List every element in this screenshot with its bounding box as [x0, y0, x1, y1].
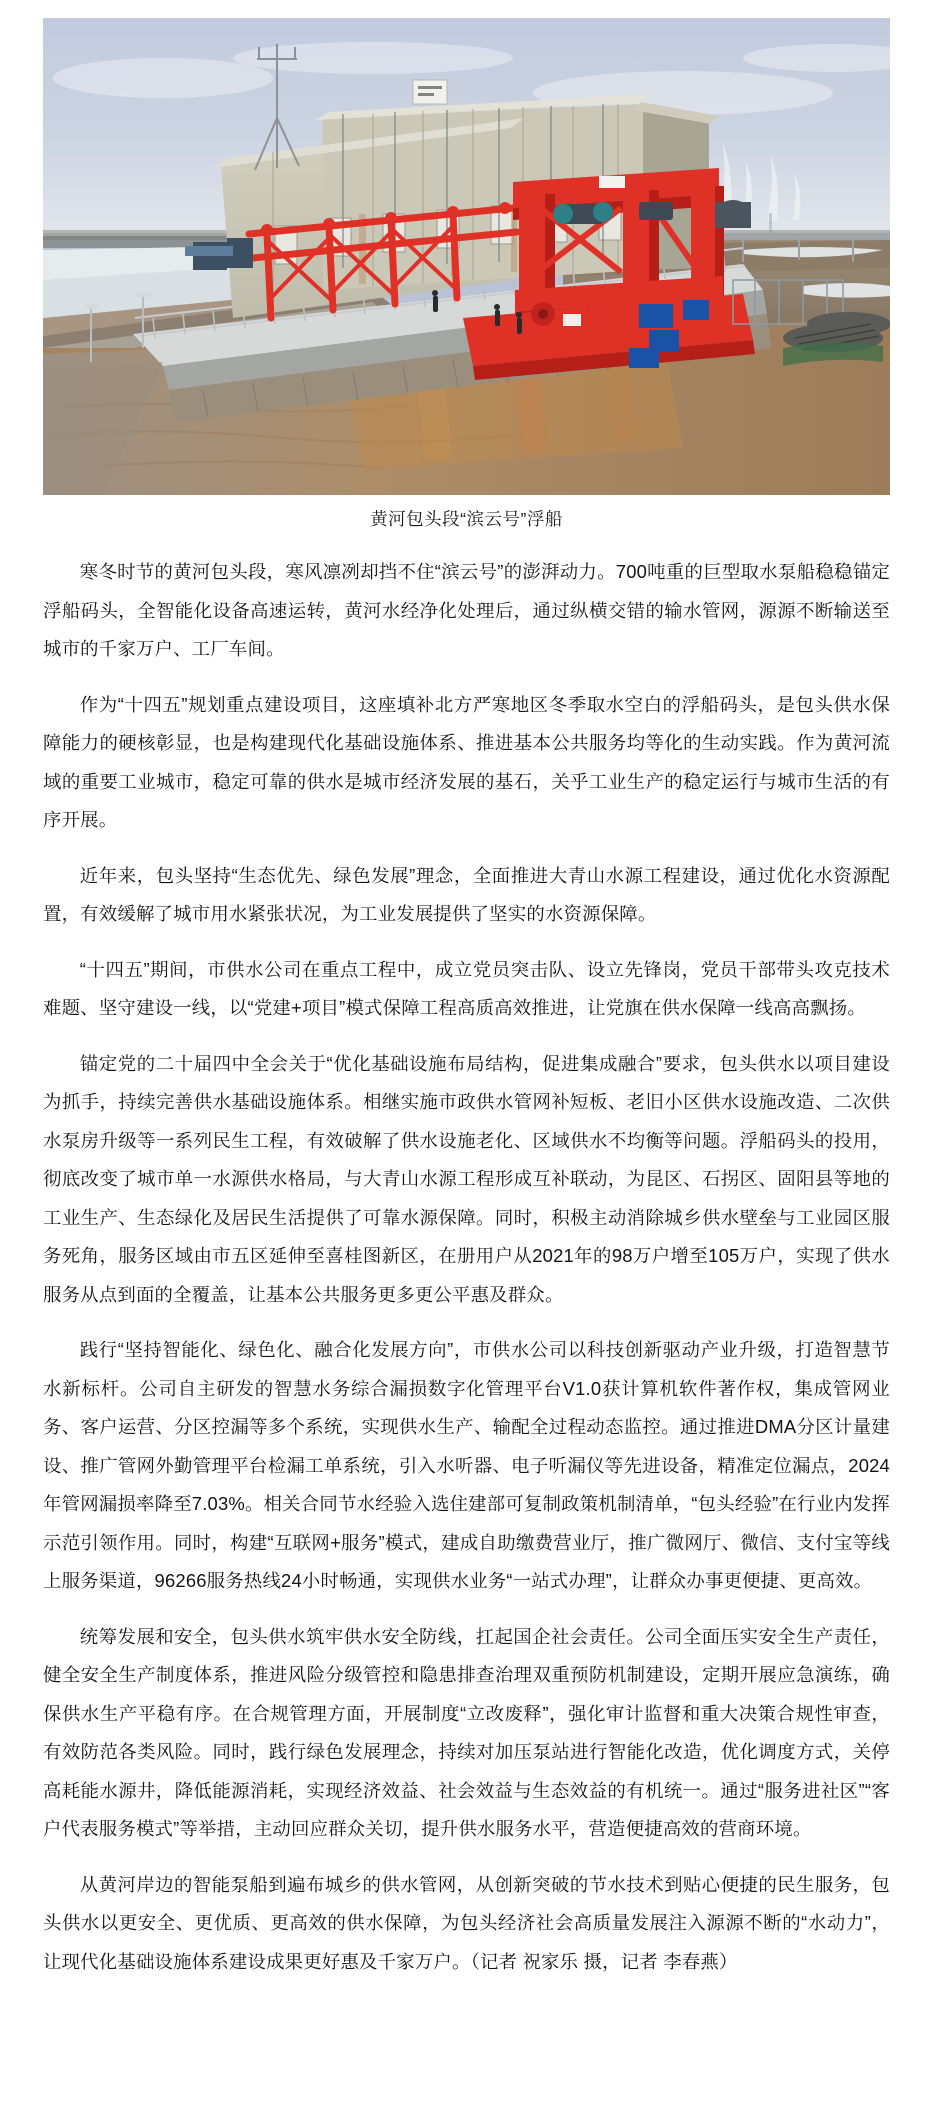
article-body: [43, 553, 890, 1981]
article-paragraph: 统筹发展和安全，包头供水筑牢供水安全防线，扛起国企社会责任。公司全面压实安全生产责任，健全安全生产制度体系，推进风险分级管控和隐患排查治理双重预防机制建设，定期开展应急演练，确保供水生产平稳有序。在合规管理方面，开展制度“立改废释”，强化审计监督和重大决策合规性审查，有效防范各类风险。同时，践行绿色发展理念，持续对加压泵站进行智能化改造，优化调度方式，关停高耗能水源井，降低能源消耗，实现经济效益、社会效益与生态效益的有机统一。通过“服务进社区”“客户代表服务模式”等举措，主动回应群众关切，提升供水服务水平，营造便捷高效的营商环境。: [43, 1625, 890, 1839]
article-paragraph: 锚定党的二十届四中全会关于“优化基础设施布局结构，促进集成融合”要求，包头供水以项目建设为抓手，持续完善供水基础设施体系。相继实施市政供水管网补短板、老旧小区供水设施改造、二次供水泵房升级等一系列民生工程，有效破解了供水设施老化、区域供水不均衡等问题。浮船码头的投用，彻底改变了城市单一水源供水格局，与大青山水源工程形成互补联动，为昆区、石拐区、固阳县等地的工业生产、生态绿化及居民生活提供了可靠水源保障。同时，积极主动消除城乡供水壁垒与工业园区服务死角，服务区域由市五区延伸至喜桂图新区，在册用户从2021年的98万户增至105万户，实现了供水服务从点到面的全覆盖，让基本公共服务更多更公平惠及群众。: [43, 1052, 890, 1305]
pump-barge-photo: [43, 18, 890, 495]
article-figure: [43, 18, 890, 539]
article-paragraph: 寒冬时节的黄河包头段，寒风凛冽却挡不住“滨云号”的澎湃动力。700吨重的巨型取水泵船稳稳锚定浮船码头，全智能化设备高速运转，黄河水经净化处理后，通过纵横交错的输水管网，源源不断输送至城市的千家万户、工厂车间。: [43, 561, 890, 659]
article-paragraph: 近年来，包头坚持“生态优先、绿色发展”理念，全面推进大青山水源工程建设，通过优化水资源配置，有效缓解了城市用水紧张状况，为工业发展提供了坚实的水资源保障。: [43, 864, 890, 924]
article-paragraph: 从黄河岸边的智能泵船到遍布城乡的供水管网，从创新突破的节水技术到贴心便捷的民生服务，包头供水以更安全、更优质、更高效的供水保障，为包头经济社会高质量发展注入源源不断的“水动力”，让现代化基础设施体系建设成果更好惠及千家万户。（记者 祝家乐 摄，记者 李春燕）: [43, 1873, 890, 1972]
article-paragraph: “十四五”期间，市供水公司在重点工程中，成立党员突击队、设立先锋岗，党员干部带头攻克技术难题、坚守建设一线，以“党建+项目”模式保障工程高质高效推进，让党旗在供水保障一线高高飘扬。: [43, 958, 890, 1018]
photo-illustration: [43, 18, 890, 495]
article-paragraph: 作为“十四五”规划重点建设项目，这座填补北方严寒地区冬季取水空白的浮船码头，是包头供水保障能力的硬核彰显，也是构建现代化基础设施体系、推进基本公共服务均等化的生动实践。作为黄河流域的重要工业城市，稳定可靠的供水是城市经济发展的基石，关乎工业生产的稳定运行与城市生活的有序开展。: [43, 693, 890, 830]
figure-caption: 黄河包头段“滨云号”浮船: [370, 509, 563, 529]
article-paragraph: 践行“坚持智能化、绿色化、融合化发展方向”，市供水公司以科技创新驱动产业升级，打造智慧节水新标杆。公司自主研发的智慧水务综合漏损数字化管理平台V1.0获计算机软件著作权，集成管网业务、客户运营、分区控漏等多个系统，实现供水生产、输配全过程动态监控。通过推进DMA分区计量建设、推广管网外勤管理平台检漏工单系统，引入水听器、电子听漏仪等先进设备，精准定位漏点，2024年管网漏损率降至7.03%。相关合同节水经验入选住建部可复制政策机制清单，“包头经验”在行业内发挥示范引领作用。同时，构建“互联网+服务”模式，建成自助缴费营业厅，推广微网厅、微信、支付宝等线上服务渠道，96266服务热线24小时畅通，实现供水业务“一站式办理”，让群众办事更便捷、更高效。: [43, 1339, 890, 1591]
